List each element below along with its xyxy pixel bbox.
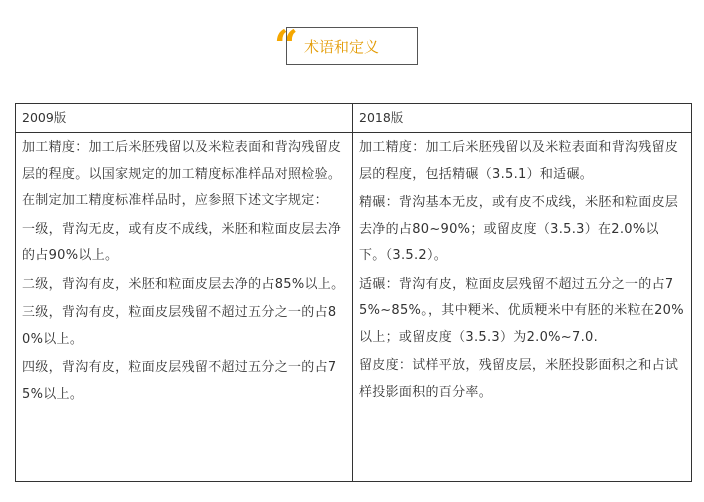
definition-paragraph: 适碾：背沟有皮，粒面皮层残留不超过五分之一的占75%~85%。，其中粳米、优质粳米中有胚的米粒在20%以上；或留皮度（3.5.3）为2.0%~7.0. <box>359 276 684 345</box>
definition-paragraph: 一级，背沟无皮，或有皮不成线，米胚和粒面皮层去净的占90%以上。 <box>22 221 342 263</box>
definition-paragraph: 加工精度：加工后米胚残留以及米粒表面和背沟残留皮层的程度。以国家规定的加工精度标准样品对照检验。在制定加工精度标准样品时，应参照下述文字规定： <box>22 140 342 208</box>
definition-paragraph: 二级，背沟有皮，米胚和粒面皮层去净的占85%以上。 <box>22 276 345 292</box>
definition-paragraph: 精碾：背沟基本无皮，或有皮不成线，米胚和粒面皮层去净的占80~90%；或留皮度（3.5.3）在2.0%以下。（3.5.2）。 <box>359 195 679 263</box>
definition-paragraph: 三级，背沟有皮，粒面皮层残留不超过五分之一的占80%以上。 <box>22 305 337 347</box>
section-title: 术语和定义 <box>304 38 380 56</box>
column-header-2018: 2018版 <box>353 104 692 133</box>
definition-paragraph: 加工精度：加工后米胚残留以及米粒表面和背沟残留皮层的程度，包括精碾（3.5.1）和适碾。 <box>359 140 679 182</box>
quote-icon: “ <box>274 21 295 70</box>
column-header-2009: 2009版 <box>16 104 353 133</box>
table-body-row <box>16 133 692 482</box>
comparison-table <box>15 103 692 482</box>
definition-paragraph: 四级，背沟有皮，粒面皮层残留不超过五分之一的占75%以上。 <box>22 360 337 402</box>
section-title-badge <box>274 21 424 70</box>
cell-2018-definitions <box>353 133 692 482</box>
cell-2009-definitions <box>16 133 353 482</box>
definition-paragraph: 留皮度：试样平放，残留皮层，米胚投影面积之和占试样投影面积的百分率。 <box>359 358 679 400</box>
table-header-row <box>16 104 692 133</box>
